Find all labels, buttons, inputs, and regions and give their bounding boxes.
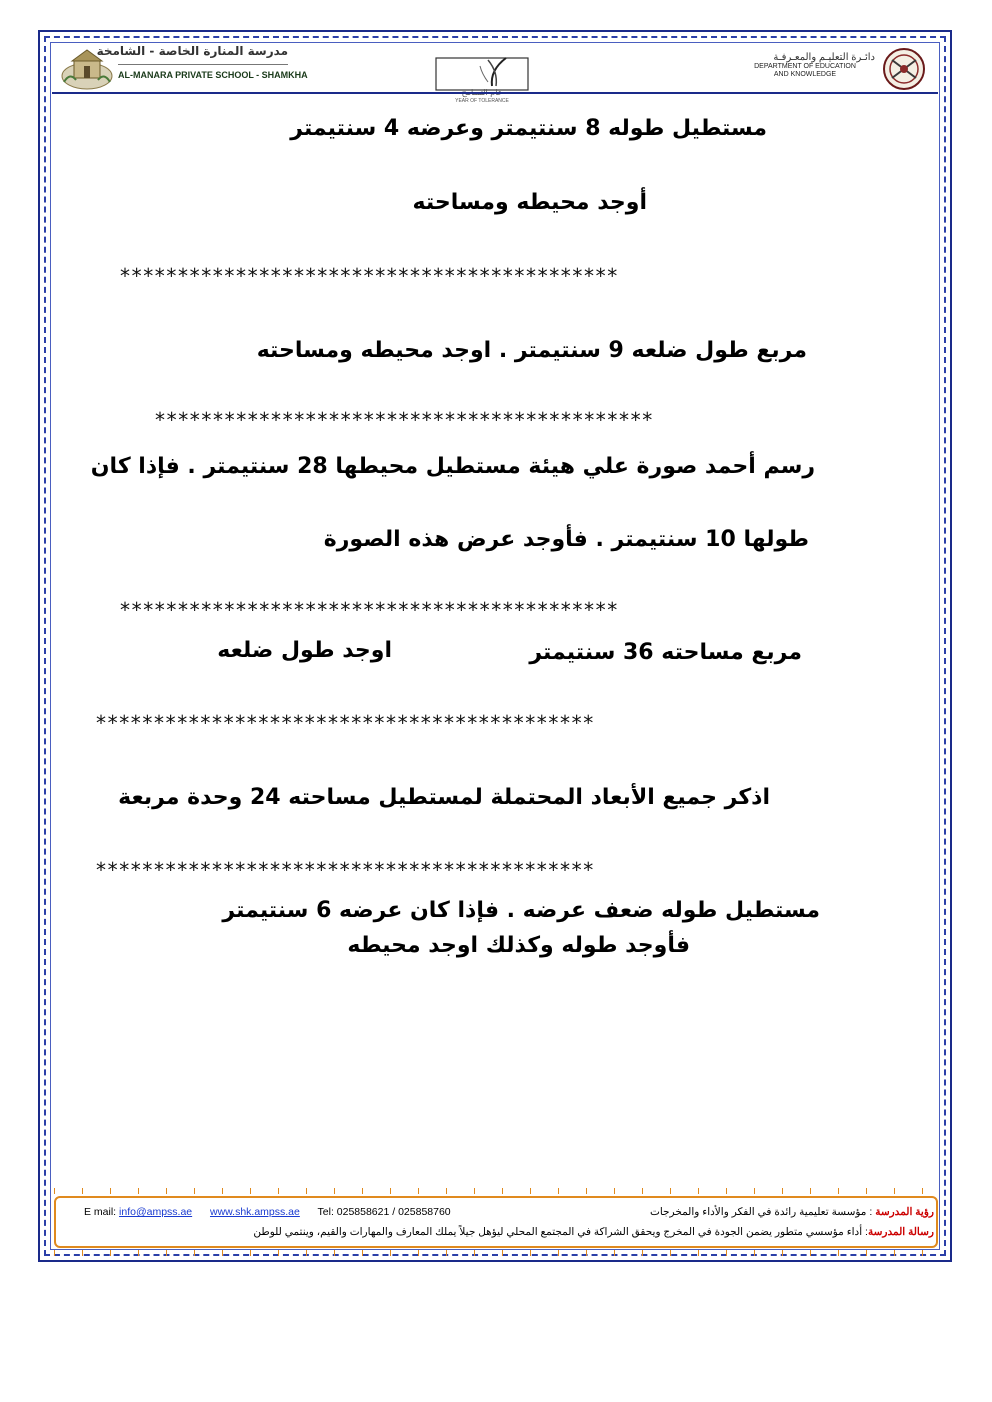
separator-4: *******************************************: [96, 711, 595, 735]
separator-3: *******************************************: [120, 598, 619, 622]
header-divider: [52, 92, 938, 94]
separator-5: *******************************************: [96, 858, 595, 882]
vision-text: : مؤسسة تعليمية رائدة في الفكر والأداء والمخرجات: [649, 1206, 876, 1218]
footer-box: [54, 1196, 938, 1248]
question-1-line-1: مستطيل طوله 8 سنتيمتر وعرضه 4 سنتيمتر: [290, 116, 767, 141]
footer-ticks-bottom: [54, 1250, 938, 1256]
question-3-line-2: طولها 10 سنتيمتر . فأوجد عرض هذه الصورة: [323, 527, 809, 552]
email-link[interactable]: info@ampss.ae: [119, 1206, 193, 1218]
department-name-english-1: DEPARTMENT OF EDUCATION: [754, 63, 856, 70]
question-1-line-2: أوجد محيطه ومساحته: [412, 190, 647, 215]
website-link[interactable]: www.shk.ampss.ae: [209, 1206, 300, 1218]
year-of-tolerance-logo: [432, 52, 532, 106]
question-6-line-1: مستطيل طوله ضعف عرضه . فإذا كان عرضه 6 سنتيمتر: [222, 898, 820, 923]
department-name-arabic: دائـرة التعليـم والمعـرفـة: [773, 52, 875, 63]
footer-ticks-top: [54, 1188, 938, 1194]
question-4-part-2: اوجد طول ضلعه: [217, 638, 392, 663]
tolerance-english: YEAR OF TOLERANCE: [455, 98, 509, 104]
department-name: [735, 52, 875, 79]
question-5-line-1: اذكر جميع الأبعاد المحتملة لمستطيل مساحته 24 وحدة مربعة: [118, 785, 770, 810]
school-name-english: AL-MANARA PRIVATE SCHOOL - SHAMKHA: [118, 70, 308, 80]
mission-text: : أداء مؤسسي متطور يضمن الجودة في المخرج ويحقق الشراكة في المجتمع المحلي ليؤهل جيلاً يملك المعارف والمهارات والقيم، وينتمي للوطن: [253, 1226, 868, 1238]
school-name-divider: [118, 64, 288, 65]
separator-2: *******************************************: [155, 408, 654, 432]
email-label: E mail:: [84, 1206, 117, 1218]
page-frame-inner: [50, 42, 940, 1250]
abu-dhabi-emblem-icon: [880, 46, 928, 92]
question-3-line-1: رسم أحمد صورة علي هيئة مستطيل محيطها 28 سنتيمتر . فإذا كان: [90, 454, 815, 479]
mission-label: رسالة المدرسة: [867, 1226, 934, 1238]
footer-mission-row: [253, 1226, 934, 1238]
telephone-numbers: Tel: 025858621 / 025858760: [317, 1206, 451, 1218]
footer-contact-row: [84, 1206, 451, 1218]
tolerance-emblem-icon: [432, 52, 532, 92]
tolerance-arabic: عام التسامح: [461, 88, 503, 97]
department-name-english-2: AND KNOWLEDGE: [773, 71, 837, 78]
question-2-line-1: مربع طول ضلعه 9 سنتيمتر . اوجد محيطه ومساحته: [256, 338, 807, 363]
vision-label: رؤية المدرسة: [875, 1206, 934, 1218]
footer-vision-row: [650, 1206, 934, 1218]
separator-1: *******************************************: [120, 264, 619, 288]
question-4-part-1: مربع مساحته 36 سنتيمتر: [529, 640, 802, 665]
school-name-arabic: مدرسة المنارة الخاصة - الشامخة: [96, 44, 288, 58]
question-6-line-2: فأوجد طوله وكذلك اوجد محيطه: [347, 933, 690, 958]
